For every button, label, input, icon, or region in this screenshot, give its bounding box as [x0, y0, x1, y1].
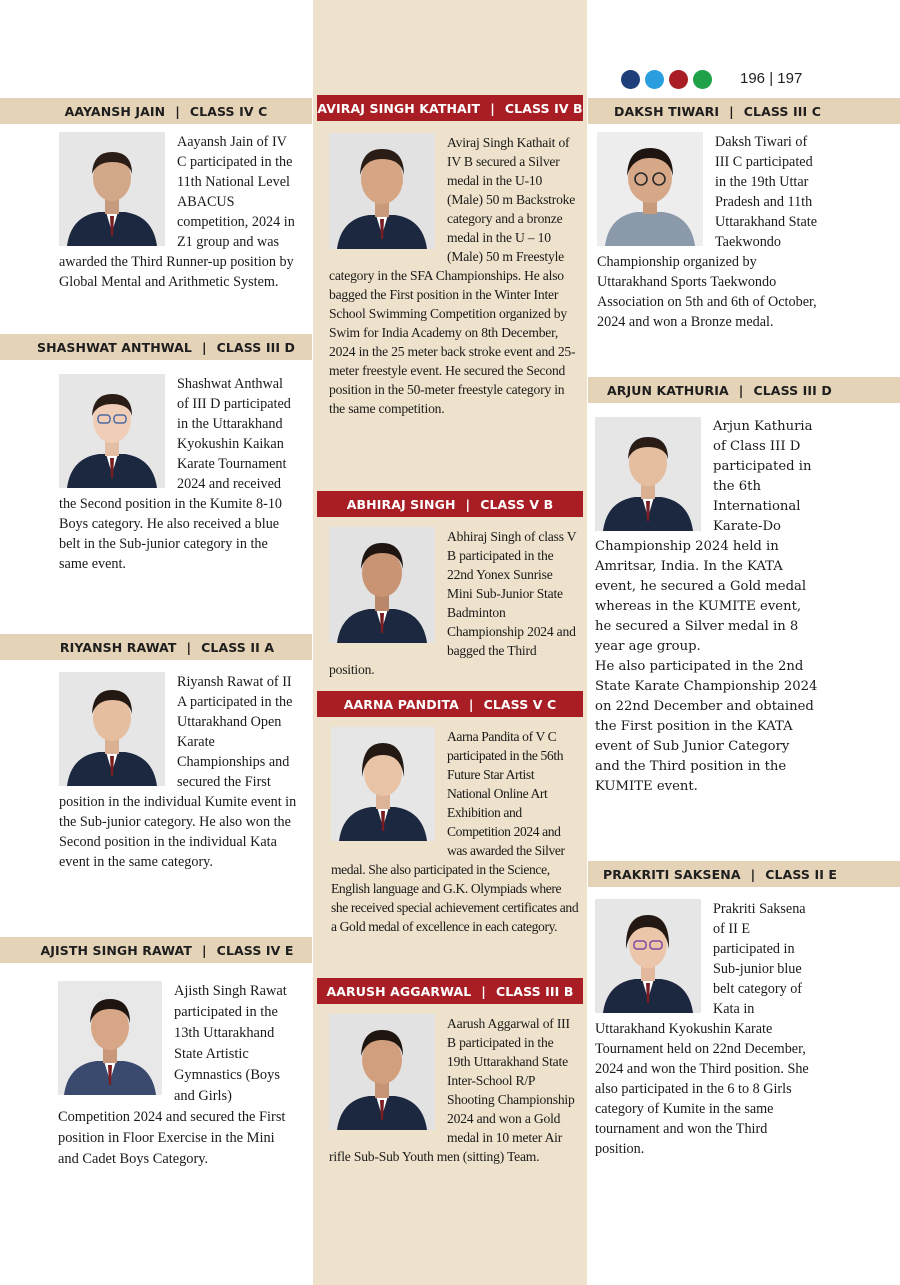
entry-text: Prakriti Saksena of II E participated in Sub-junior blue belt category of Kata in Uttarakhand Kyokushin Karate Tournament held on 22nd December, 2024 and won the Third position. She also participated in the 6 to 8 Girls category of Kumite in the same tournament and won the Third position.	[595, 901, 809, 1157]
entry-ajisth-singh-rawat	[0, 937, 312, 1170]
entry-header: SHASHWAT ANTHWAL | CLASS III D	[0, 334, 312, 360]
student-name: ABHIRAJ SINGH	[346, 496, 456, 512]
student-photo	[331, 727, 435, 841]
student-class: CLASS V B	[480, 496, 554, 512]
entry-aarush-aggarwal	[313, 978, 587, 1166]
student-portrait-icon	[597, 132, 703, 246]
student-class: CLASS IV B	[504, 100, 583, 116]
student-photo	[329, 1014, 435, 1130]
student-photo	[329, 527, 435, 643]
student-class: CLASS II E	[765, 866, 838, 882]
entry-aviraj-singh-kathait	[313, 95, 587, 418]
entry-text: Shashwat Anthwal of III D participated in the Uttarakhand Kyokushin Kaikan Karate Tournament 2024 and received the Second position in the Kumite 8-10 Boys category. He also received a blue belt in the Sub-junior category in the same event.	[59, 376, 291, 572]
student-name: SHASHWAT ANTHWAL	[36, 339, 192, 355]
student-photo	[59, 374, 165, 488]
entry-header: ARJUN KATHURIA | CLASS III D	[588, 377, 900, 403]
student-name: AARNA PANDITA	[343, 696, 459, 712]
student-name: AJISTH SINGH RAWAT	[40, 942, 192, 958]
entry-text: Aarush Aggarwal of III B participated in the 19th Uttarakhand State Inter-School R/P Shooting Championship 2024 and won a Gold medal in 10 meter Air rifle Sub-Sub Youth men (sitting) Team.	[329, 1016, 575, 1164]
student-photo	[59, 672, 165, 786]
student-portrait-icon	[329, 133, 435, 249]
student-class: CLASS II A	[201, 639, 275, 655]
student-class: CLASS IV E	[216, 942, 294, 958]
entry-text: Daksh Tiwari of III C participated in the 19th Uttar Pradesh and 11th Uttarakhand State Taekwondo Championship organized by Uttarakhand Sports Taekwondo Association on 5th and 6th of October, 2024 and won a Bronze medal.	[597, 134, 818, 330]
student-name: RIYANSH RAWAT	[59, 639, 177, 655]
entry-text-continued: He also participated in the 2nd State Karate Championship 2024 on 22nd December and obtained the First position in the KATA event of Sub Junior Category and the Third position in the KUMITE event.	[595, 659, 818, 794]
entry-daksh-tiwari	[588, 98, 900, 332]
student-portrait-icon	[59, 672, 165, 786]
entry-text: Abhiraj Singh of class V B participated in the 22nd Yonex Sunrise Mini Sub-Junior State Badminton Championship 2024 and bagged the Third position.	[329, 529, 577, 677]
entry-header: DAKSH TIWARI | CLASS III C	[588, 98, 900, 124]
dot-blue	[645, 70, 664, 89]
student-class: CLASS IV C	[189, 103, 268, 119]
dot-red	[669, 70, 688, 89]
page-numbers: 196 | 197	[740, 70, 803, 87]
student-portrait-icon	[329, 1014, 435, 1130]
entry-header: RIYANSH RAWAT | CLASS II A	[0, 634, 312, 660]
entry-abhiraj-singh	[313, 491, 587, 679]
entry-header: AARNA PANDITA | CLASS V C	[317, 691, 583, 717]
entry-header: ABHIRAJ SINGH | CLASS V B	[317, 491, 583, 517]
student-name: AAYANSH JAIN	[64, 103, 166, 119]
student-portrait-icon	[595, 417, 701, 531]
student-portrait-icon	[331, 727, 435, 841]
student-photo	[597, 132, 703, 246]
entry-header: AAYANSH JAIN | CLASS IV C	[0, 98, 312, 124]
entry-text: Riyansh Rawat of II A participated in the Uttarakhand Open Karate Championships and secured the First position in the individual Kumite event in the Sub-junior category. He also won the Second position in the individual Kata event in the same category.	[59, 674, 297, 870]
entry-header: AARUSH AGGARWAL | CLASS III B	[317, 978, 583, 1004]
entry-shashwat-anthwal	[0, 334, 312, 574]
student-name: ARJUN KATHURIA	[607, 382, 729, 398]
entry-aarna-pandita	[313, 691, 587, 936]
dot-navy	[621, 70, 640, 89]
student-name: AARUSH AGGARWAL	[326, 983, 472, 999]
entry-text: Aviraj Singh Kathait of IV B secured a Silver medal in the U-10 (Male) 50 m Backstroke category and a bronze medal in the U – 10 (Male) 50 m Freestyle category in the SFA Championships. He also bagged the First position in the Winter Inter School Swimming Competition organized by Swim for India Academy on 8th December, 2024 in the 25 meter back stroke event and 25-meter freestyle event. He secured the Second position in the 50-meter freestyle category in the same competition.	[329, 135, 576, 416]
entry-header: AVIRAJ SINGH KATHAIT | CLASS IV B	[317, 95, 583, 121]
student-photo	[595, 899, 701, 1013]
entry-arjun-kathuria	[588, 377, 900, 797]
student-class: CLASS III D	[216, 339, 296, 355]
student-photo	[58, 981, 162, 1095]
student-class: CLASS V C	[483, 696, 557, 712]
student-class: CLASS III D	[753, 382, 832, 398]
entry-text: Aayansh Jain of IV C participated in the 11th National Level ABACUS competition, 2024 in Z1 group and was awarded the Third Runner-up position by Global Mental and Arithmetic System.	[59, 134, 295, 290]
student-name: PRAKRITI SAKSENA	[603, 866, 741, 882]
student-class: CLASS III B	[495, 983, 574, 999]
student-portrait-icon	[58, 981, 162, 1095]
entry-text: Arjun Kathuria of Class III D participated in the 6th International Karate-Do Championship 2024 held in Amritsar, India. In the KATA event, he secured a Gold medal whereas in the KUMITE event, he secured a Silver medal in 8 year age group.	[595, 419, 813, 654]
student-photo	[59, 132, 165, 246]
student-name: AVIRAJ SINGH KATHAIT	[317, 100, 481, 116]
student-name: DAKSH TIWARI	[614, 103, 720, 119]
entry-riyansh-rawat	[0, 634, 312, 872]
student-portrait-icon	[595, 899, 701, 1013]
entry-prakriti-saksena	[588, 861, 900, 1159]
entry-text: Aarna Pandita of V C participated in the 56th Future Star Artist National Online Art Exhibition and Competition 2024 and was awarded the Silver medal. She also participated in the Science, English language and G.K. Olympiads where she received special achievement certificates and a Gold medal of excellence in each category.	[331, 729, 579, 934]
student-portrait-icon	[329, 527, 435, 643]
entry-text: Ajisth Singh Rawat participated in the 13th Uttarakhand State Artistic Gymnastics (Boys and Girls) Competition 2024 and secured the First position in Floor Exercise in the Mini and Cadet Boys Category.	[58, 983, 287, 1167]
student-portrait-icon	[59, 132, 165, 246]
student-photo	[595, 417, 701, 531]
student-class: CLASS III C	[743, 103, 821, 119]
color-dots	[621, 70, 712, 89]
student-photo	[329, 133, 435, 249]
entry-header: PRAKRITI SAKSENA | CLASS II E	[588, 861, 900, 887]
student-portrait-icon	[59, 374, 165, 488]
entry-aayansh-jain	[0, 98, 312, 292]
dot-green	[693, 70, 712, 89]
entry-header: AJISTH SINGH RAWAT | CLASS IV E	[0, 937, 312, 963]
